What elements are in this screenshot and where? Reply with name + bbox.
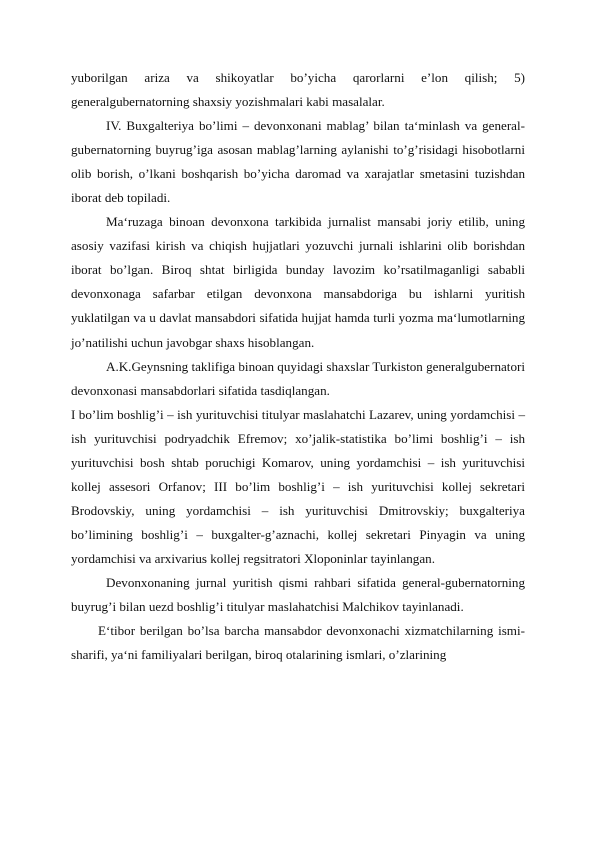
paragraph-officials-list: I bo’lim boshlig’i – ish yurituvchisi titulyar maslahatchi Lazarev, uning yordamchisi – ish yurituvchisi podryadchik Efremov; xo’jalik-statistika bo’limi boshlig’i – ish yurituvchisi bosh shtab poruchigi Komarov, uning yordamchisi – ish yurituvchisi kollej assesori Orfanov; III bo’lim boshlig’i – ish yurituvchisi kollej sekretari Brodovskiy, uning yordamchisi – ish yurituvchisi Dmitrovskiy; buxgalteriya bo’limining boshlig’i – buxgalter-g’aznachi, kollej sekretari Pinyagin va uning yordamchisi va arxivarius kollej regsitratori Xloponinlar tayinlangan. bbox=[71, 406, 525, 566]
paragraph-journal-head: Devonxonaning jurnal yuritish qismi rahbari sifatida general-gubernatorning buyrug’i bilan uezd boshlig’i titulyar maslahatchisi Malchikov tayinlanadi. bbox=[71, 574, 525, 615]
paragraph-continuation: yuborilgan ariza va shikoyatlar bo’yicha qarorlarni e’lon qilish; 5) generalgubernatorning shaxsiy yozishmalari kabi masalalar. bbox=[71, 70, 525, 110]
document-page bbox=[71, 66, 525, 667]
paragraph-geyns-proposal: A.K.Geynsning taklifiga binoan quyidagi shaxslar Turkiston generalgubernatori devonxonasi mansabdorlari sifatida tasdiqlangan. bbox=[71, 358, 525, 398]
paragraph-journalist-position: Ma‘ruzaga binoan devonxona tarkibida jurnalist mansabi joriy etilib, uning asosiy vazifasi kirish va chiqish hujjatlari yozuvchi jurnali ishlarini olib borishdan iborat bo’lgan. Biroq shtat birligida bunday lavozim ko’rsatilmaganligi sababli devonxonaga safarbar etilgan devonxona mansabdoriga bu ishlarni yuritish yuklatilgan va u davlat mansabdori sifatida hujjat hamda turli yozma ma‘lumotlarning jo’natilishi uchun javobgar shaxs hisoblangan. bbox=[71, 214, 525, 350]
paragraph-names-note: E‘tibor berilgan bo’lsa barcha mansabdor devonxonachi xizmatchilarning ismi-sharifi, ya‘ni familiyalari berilgan, biroq otalarining ismlari, o’zlarining bbox=[71, 623, 525, 663]
paragraph-accounting-department: IV. Buxgalteriya bo’limi – devonxonani mablag’ bilan ta‘minlash va general-gubernatorning buyrug’iga asosan mablag’larning aylanishi to’g’risidagi hisobotlarni olib borish, o’lkani boshqarish bo’yicha daromad va xarajatlar smetasini tuzishdan iborat deb topiladi. bbox=[71, 118, 525, 206]
